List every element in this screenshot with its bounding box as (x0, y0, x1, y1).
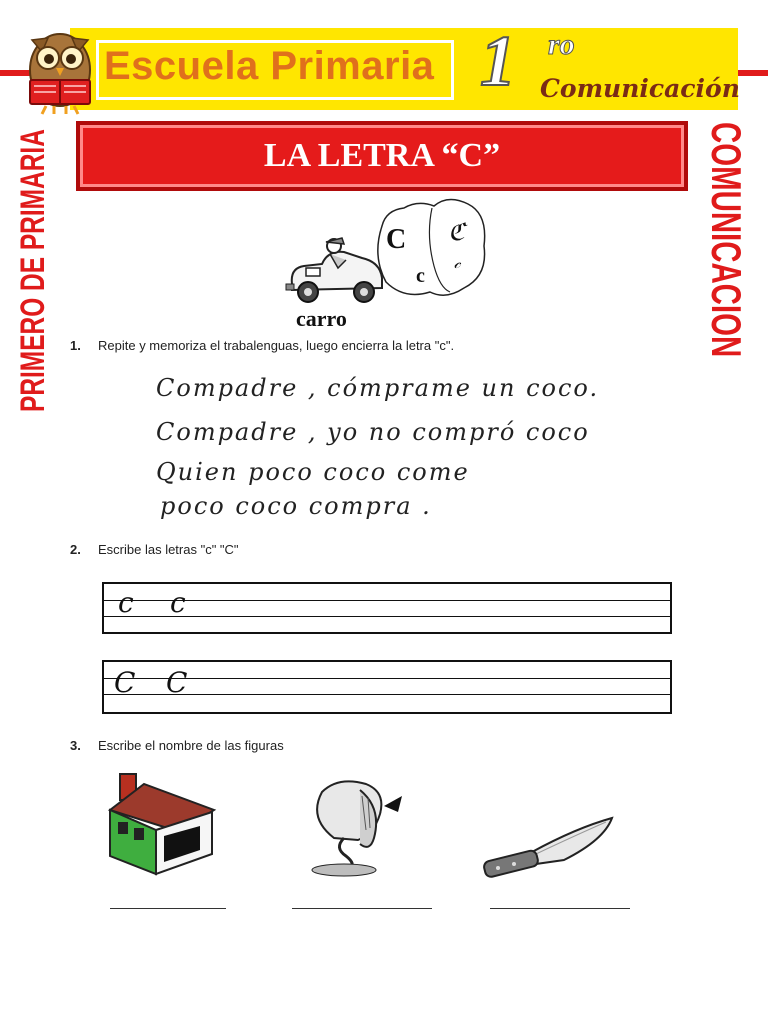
letters-cloud (368, 196, 490, 300)
letter-cursive-lowercase-c: 𝒸 (454, 253, 461, 272)
staff-letter: C (166, 666, 188, 699)
exercise-1-instruction (70, 338, 454, 353)
exercise-3-text: Escribe el nombre de las figuras (98, 738, 284, 753)
exercise-2-text: Escribe las letras "c" "C" (98, 542, 239, 557)
tongue-twister-line: Quien poco coco come (156, 458, 470, 486)
exercise-1-text: Repite y memoriza el trabalenguas, luego encierra la letra "c". (98, 338, 455, 353)
worksheet-title: LA LETRA “C” (263, 137, 501, 174)
staff-letter: C (114, 666, 136, 699)
tongue-twister-line: poco coco compra . (160, 492, 432, 520)
grade-number: 1 (480, 21, 516, 101)
tongue-twister-line: Compadre , yo no compró coco (156, 418, 590, 446)
answer-line[interactable] (490, 908, 630, 909)
staff-line (104, 600, 670, 601)
house-icon (104, 770, 220, 878)
staff-line (104, 678, 670, 679)
staff-line (104, 616, 670, 617)
school-name: Escuela Primaria (104, 44, 435, 88)
exercise-3-instruction (70, 738, 284, 753)
answer-line[interactable] (292, 908, 432, 909)
writing-staff-lowercase[interactable] (102, 582, 672, 634)
exercise-2-number: 2. (70, 542, 81, 557)
subject-name: Comunicación (540, 74, 740, 103)
knife-icon (480, 814, 618, 880)
side-label-right: COMUNICACION (703, 122, 750, 358)
writing-staff-uppercase[interactable] (102, 660, 672, 714)
letter-lowercase-c: c (416, 265, 425, 287)
horse-tail-icon (304, 778, 408, 880)
side-label-left: PRIMERO DE PRIMARIA (14, 129, 52, 412)
exercise-3-number: 3. (70, 738, 81, 753)
staff-letter: c (118, 586, 134, 619)
exercise-2-instruction (70, 542, 239, 557)
answer-line[interactable] (110, 908, 226, 909)
intro-word: carro (296, 306, 347, 331)
exercise-1-number: 1. (70, 338, 81, 353)
grade-suffix: ro (548, 28, 575, 61)
staff-letter: c (170, 586, 186, 619)
letter-uppercase-c: C (386, 224, 407, 255)
staff-line (104, 694, 670, 695)
letter-cursive-uppercase-c: ℭ (448, 218, 465, 246)
tongue-twister-line: Compadre , cómprame un coco. (156, 374, 600, 402)
owl-reading-book-icon (18, 18, 102, 118)
